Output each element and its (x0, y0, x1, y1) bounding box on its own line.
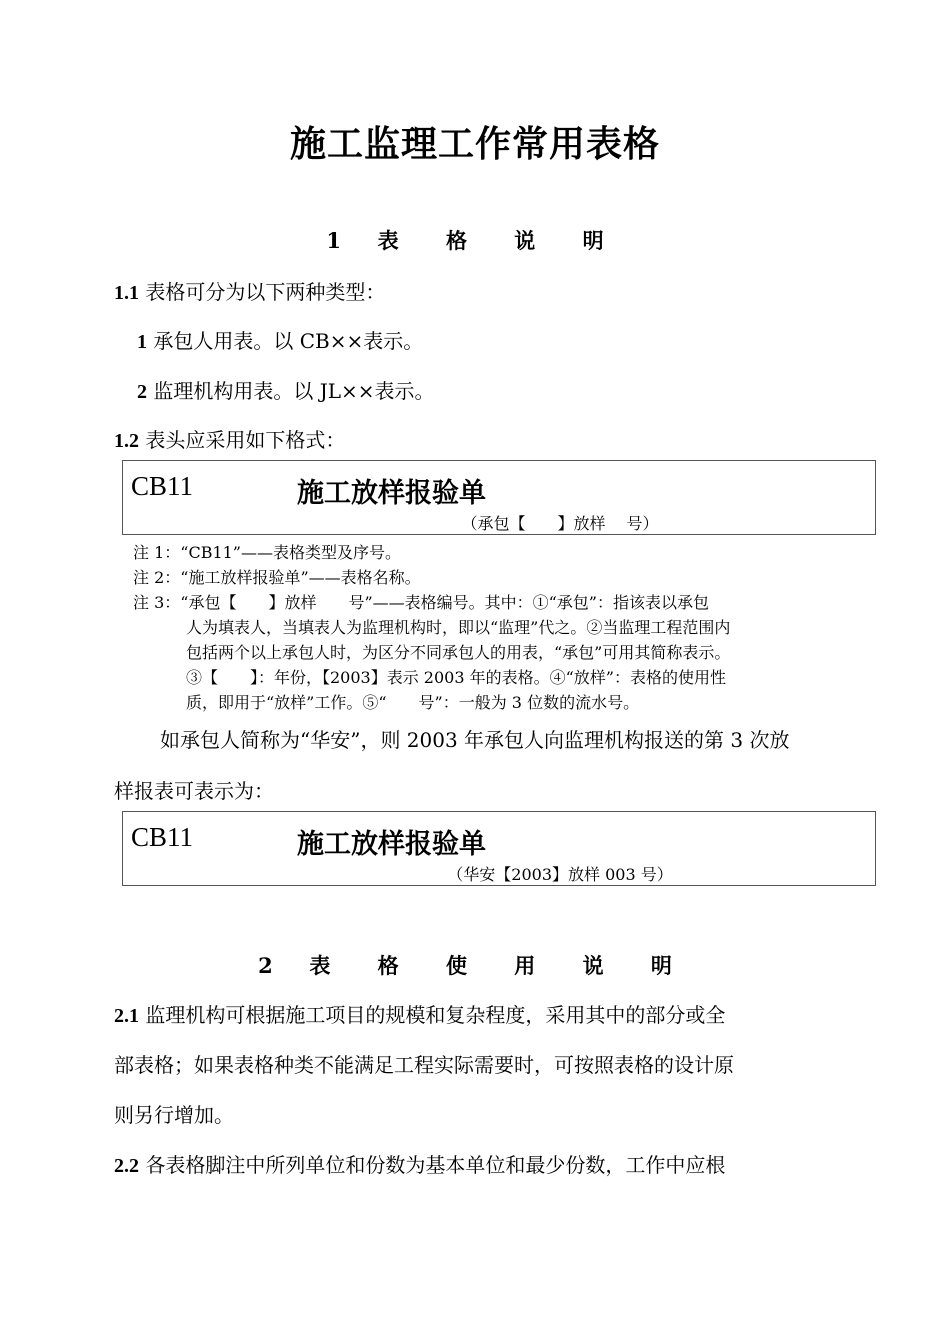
paragraph-2-1-number: 2.1 (114, 1005, 139, 1027)
form-code: CB11 (131, 822, 194, 852)
section-2-heading (0, 950, 950, 980)
section-1-number: 1 (326, 228, 342, 253)
paragraph-1-1-text: 表格可分为以下两种类型： (145, 280, 386, 304)
note-1: 注 1：“CB11”——表格类型及序号。 (133, 543, 401, 562)
section-1-heading (0, 225, 950, 255)
paragraph-1-2-number: 1.2 (114, 430, 139, 452)
section-2-title: 表 格 使 用 说 明 (309, 953, 692, 978)
form-number: （华安【2003】放样 003 号） (447, 865, 673, 884)
header-format-box-example (122, 811, 876, 886)
form-name: 施工放样报验单 (297, 829, 486, 860)
paragraph-2-1-line-3: 则另行增加。 (114, 1103, 234, 1127)
paragraph-2-1-text: 监理机构可根据施工项目的规模和复杂程度，采用其中的部分或全 (145, 1003, 726, 1027)
list-item-2-number: 2 (137, 381, 147, 403)
form-code: CB11 (131, 471, 194, 501)
note-2: 注 2：“施工放样报验单”——表格名称。 (133, 568, 421, 587)
note-3-line-2: 人为填表人，当填表人为监理机构时，即以“监理”代之。②当监理工程范围内 (186, 618, 731, 637)
list-item-1-text: 承包人用表。以 CB××表示。 (153, 329, 424, 353)
document-title: 施工监理工作常用表格 (289, 123, 660, 165)
list-item-2-text: 监理机构用表。以 JL××表示。 (153, 379, 435, 403)
paragraph-2-2-number: 2.2 (114, 1155, 139, 1177)
note-3-line-4: ③【 】：年份，【2003】表示 2003 年的表格。④“放样”：表格的使用性 (186, 668, 726, 687)
note-3-line-3: 包括两个以上承包人时，为区分不同承包人的用表，“承包”可用其简称表示。 (186, 643, 731, 662)
paragraph-1-1 (114, 276, 385, 305)
list-item-2 (137, 375, 435, 404)
section-1-title: 表 格 说 明 (377, 228, 624, 253)
form-number: （承包【 】放样 号） (461, 514, 659, 533)
paragraph-2-2-line-1 (114, 1149, 725, 1178)
paragraph-1-1-number: 1.1 (114, 282, 139, 304)
list-item-1 (137, 325, 423, 354)
note-3-line-5: 质，即用于“放样”工作。⑤“ 号”：一般为 3 位数的流水号。 (186, 693, 640, 712)
paragraph-2-2-text: 各表格脚注中所列单位和份数为基本单位和最少份数，工作中应根 (145, 1153, 726, 1177)
paragraph-1-2-text: 表头应采用如下格式： (145, 428, 346, 452)
form-name: 施工放样报验单 (297, 478, 486, 509)
note-3: 注 3：“承包【 】放样 号”——表格编号。其中：①“承包”：指该表以承包 (133, 593, 709, 612)
example-paragraph-line-1: 如承包人简称为“华安”，则 2003 年承包人向监理机构报送的第 3 次放 (160, 728, 790, 752)
list-item-1-number: 1 (137, 331, 147, 353)
paragraph-1-2 (114, 424, 345, 453)
header-format-box-template (122, 460, 876, 535)
section-2-number: 2 (258, 953, 273, 978)
example-paragraph-line-2: 样报表可表示为： (114, 779, 274, 803)
paragraph-2-1-line-2: 部表格；如果表格种类不能满足工程实际需要时，可按照表格的设计原 (114, 1053, 734, 1077)
paragraph-2-1-line-1 (114, 999, 725, 1028)
